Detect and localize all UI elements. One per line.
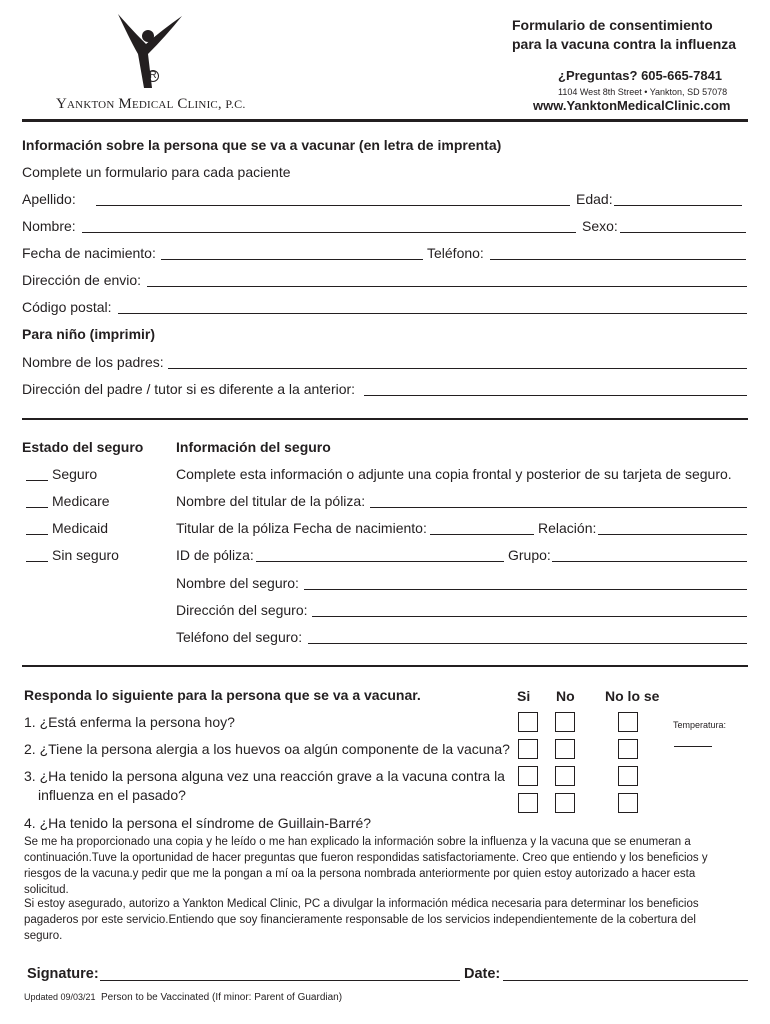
consent-paragraph-2: Si estoy asegurado, autorizo a Yankton Medical Clinic, PC a divulgar la información médica necesaria para determinar los beneficios pagaderos por este servicio.Entiendo que soy financieramente responsable de los servicios independientemente de la cobertura del seguro. <box>24 898 699 942</box>
status-blank-seguro[interactable] <box>26 480 48 481</box>
q4-no-checkbox[interactable] <box>555 793 575 813</box>
holder-dob-label: Titular de la póliza Fecha de nacimiento: <box>176 520 427 536</box>
holder-dob-field[interactable] <box>430 534 534 535</box>
status-blank-medicare[interactable] <box>26 507 48 508</box>
insurance-phone-label: Teléfono del seguro: <box>176 629 303 645</box>
patient-subheading: Complete un formulario para cada paciente <box>22 164 291 180</box>
signature-field[interactable] <box>100 980 460 981</box>
relation-field[interactable] <box>598 534 747 535</box>
form-title <box>512 16 736 54</box>
insurance-address-field[interactable] <box>312 616 747 617</box>
q3-no-checkbox[interactable] <box>555 766 575 786</box>
insurance-info-heading: Información del seguro <box>176 439 331 455</box>
section-divider <box>22 665 748 667</box>
question-2: 2. ¿Tiene la persona alergia a los huevos oa algún componente de la vacuna? <box>24 741 510 757</box>
questions-heading: Responda lo siguiente para la persona que se va a vacunar. <box>24 687 421 703</box>
temperature-label: Temperatura: <box>673 720 727 730</box>
signature-label: Signature: <box>27 966 99 982</box>
header-address: 1104 West 8th Street • Yankton, SD 57078 <box>558 87 728 97</box>
status-option-medicare: Medicare <box>52 493 110 509</box>
address-label: Dirección de envio: <box>22 272 142 288</box>
insurance-instructions: Complete esta información o adjunte una copia frontal y posterior de su tarjeta de seguro. <box>176 466 732 482</box>
header-phone: ¿Preguntas? 605-665-7841 <box>558 68 723 83</box>
parents-name-field[interactable] <box>168 368 747 369</box>
age-field[interactable] <box>614 205 742 206</box>
q1-yes-checkbox[interactable] <box>518 712 538 732</box>
form-title-line1: Formulario de consentimiento <box>512 17 713 33</box>
holder-name-field[interactable] <box>370 507 747 508</box>
date-label: Date: <box>464 966 501 982</box>
q3-yes-checkbox[interactable] <box>518 766 538 786</box>
guardian-address-field[interactable] <box>364 395 747 396</box>
column-no-header: No <box>556 688 575 704</box>
updated-date: Updated 09/03/21 <box>24 992 96 1002</box>
child-heading: Para niño (imprimir) <box>22 326 156 342</box>
header-divider <box>22 119 748 122</box>
dob-label: Fecha de nacimiento: <box>22 245 156 261</box>
sex-label: Sexo: <box>582 218 618 234</box>
q2-yes-checkbox[interactable] <box>518 739 538 759</box>
zip-label: Código postal: <box>22 299 112 315</box>
zip-field[interactable] <box>118 313 747 314</box>
column-unknown-header: No lo se <box>605 688 660 704</box>
q4-unknown-checkbox[interactable] <box>618 793 638 813</box>
consent-paragraph-1: Se me ha proporcionado una copia y he leído o me han explicado la información sobre la influenza y la vacuna que se enumeran a continuación.Tuve la oportunidad de hacer preguntas que fueron respondidas satisfactoriamente. Creo que entiendo y los beneficios y riesgos de la vacuna.y pedir que me la pongan a mí oa la persona nombrada anteriormente por quien estoy autorizado a hacer esta solicitud. <box>24 836 708 896</box>
status-blank-medicaid[interactable] <box>26 534 48 535</box>
clinic-brand-name: Yankton Medical Clinic, P.C. <box>56 96 246 112</box>
status-option-seguro: Seguro <box>52 466 98 482</box>
form-title-line2: para la vacuna contra la influenza <box>512 36 737 52</box>
insurance-phone-field[interactable] <box>308 643 747 644</box>
insurance-name-label: Nombre del seguro: <box>176 575 299 591</box>
group-label: Grupo: <box>508 547 551 563</box>
phone-label: Teléfono: <box>427 245 484 261</box>
last-name-label: Apellido: <box>22 191 76 207</box>
question-1: 1. ¿Está enferma la persona hoy? <box>24 714 235 730</box>
insurance-address-label: Dirección del seguro: <box>176 602 308 618</box>
signature-caption: Person to be Vaccinated (If minor: Parent of Guardian) <box>101 992 343 1003</box>
guardian-address-label: Dirección del padre / tutor si es diferente a la anterior: <box>22 381 356 397</box>
insurance-name-field[interactable] <box>304 589 747 590</box>
patient-section-heading: Información sobre la persona que se va a vacunar (en letra de imprenta) <box>22 137 502 153</box>
section-divider <box>22 418 748 420</box>
status-blank-sin-seguro[interactable] <box>26 561 48 562</box>
policy-id-label: ID de póliza: <box>176 547 254 563</box>
question-3-line2: influenza en el pasado? <box>38 787 186 803</box>
first-name-label: Nombre: <box>22 218 76 234</box>
column-yes-header: Si <box>517 688 531 704</box>
phone-field[interactable] <box>490 259 746 260</box>
q3-unknown-checkbox[interactable] <box>618 766 638 786</box>
question-4: 4. ¿Ha tenido la persona el síndrome de Guillain-Barré? <box>24 815 372 831</box>
group-field[interactable] <box>552 561 747 562</box>
brand-suffix: P.C. <box>225 97 246 111</box>
dob-field[interactable] <box>161 259 423 260</box>
age-label: Edad: <box>576 191 613 207</box>
status-option-medicaid: Medicaid <box>52 520 109 536</box>
address-field[interactable] <box>147 286 747 287</box>
sex-field[interactable] <box>620 232 746 233</box>
brand-name: Yankton Medical Clinic <box>56 96 218 112</box>
holder-name-label: Nombre del titular de la póliza: <box>176 493 366 509</box>
registered-mark-icon: R <box>147 70 159 82</box>
q1-no-checkbox[interactable] <box>555 712 575 732</box>
question-3-line1: 3. ¿Ha tenido la persona alguna vez una reacción grave a la vacuna contra la <box>24 768 505 784</box>
temperature-field[interactable] <box>674 746 712 747</box>
status-option-sin-seguro: Sin seguro <box>52 547 119 563</box>
insurance-status-heading: Estado del seguro <box>22 439 144 455</box>
q4-yes-checkbox[interactable] <box>518 793 538 813</box>
policy-id-field[interactable] <box>256 561 504 562</box>
date-field[interactable] <box>503 980 748 981</box>
parents-name-label: Nombre de los padres: <box>22 354 164 370</box>
first-name-field[interactable] <box>82 232 576 233</box>
q1-unknown-checkbox[interactable] <box>618 712 638 732</box>
q2-unknown-checkbox[interactable] <box>618 739 638 759</box>
relation-label: Relación: <box>538 520 597 536</box>
header-website[interactable]: www.YanktonMedicalClinic.com <box>533 98 731 113</box>
last-name-field[interactable] <box>96 205 570 206</box>
q2-no-checkbox[interactable] <box>555 739 575 759</box>
